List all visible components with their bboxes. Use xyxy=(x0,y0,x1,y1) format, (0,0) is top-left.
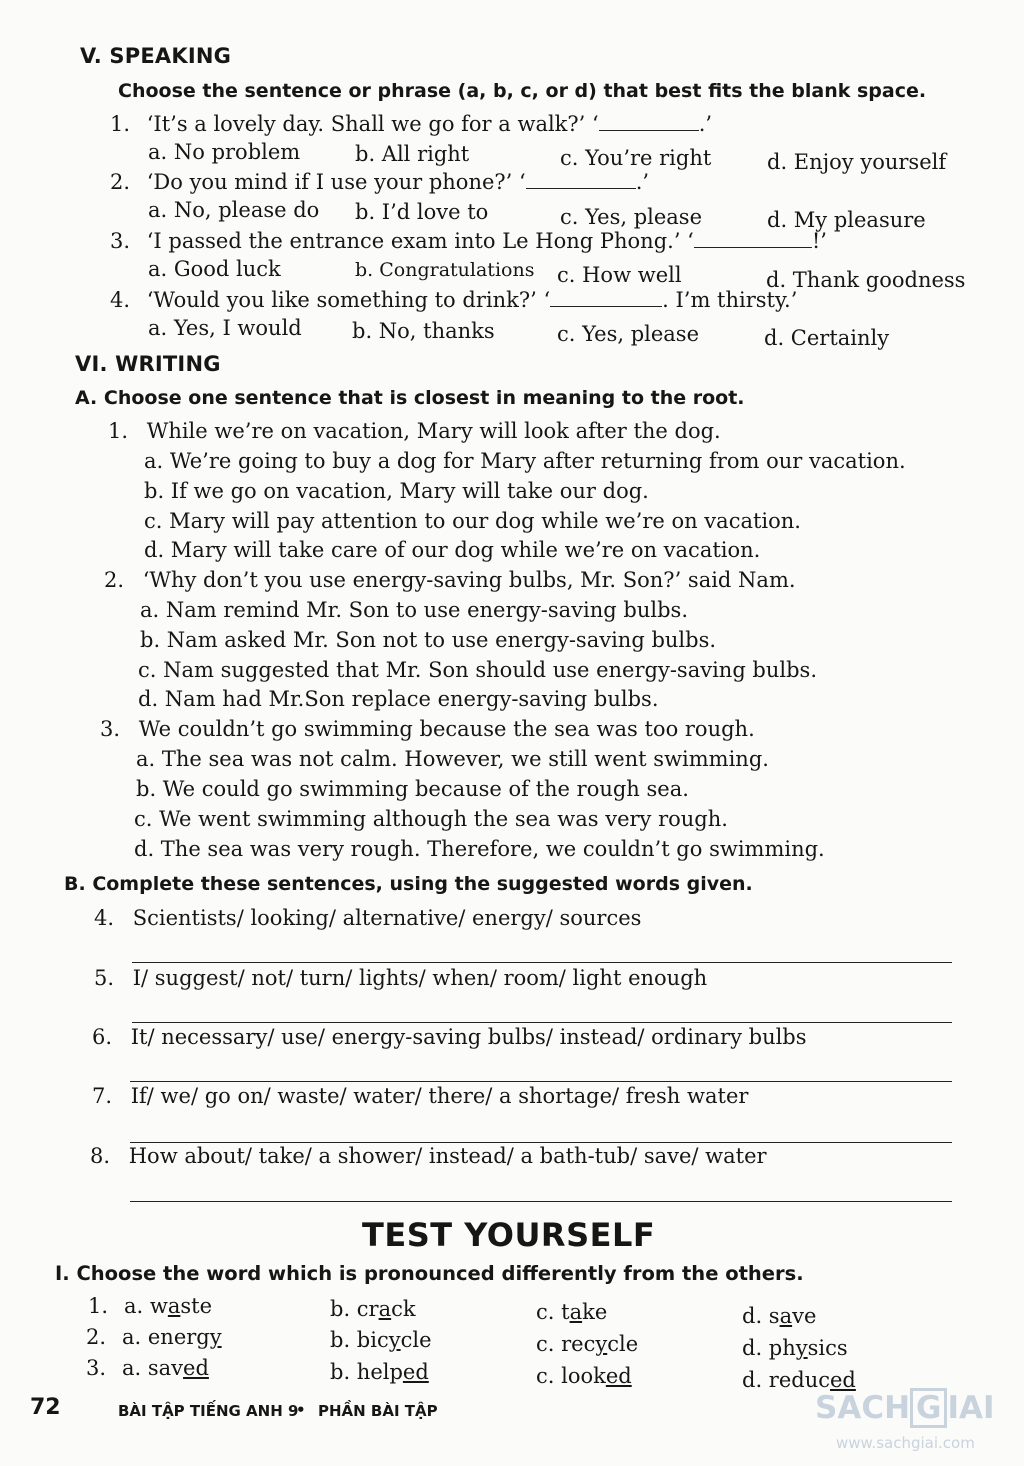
answer-blank[interactable] xyxy=(526,170,636,189)
pron-row-1-option-b[interactable]: b. crack xyxy=(330,1297,416,1321)
speaking-q2: 2. ‘Do you mind if I use your phone?’ ‘ .’ xyxy=(110,170,650,194)
speaking-q1: 1. ‘It’s a lovely day. Shall we go for a walk?’ ‘ .’ xyxy=(110,112,713,136)
pron-row-3-option-d[interactable]: d. reduced xyxy=(742,1368,856,1392)
writing-a-instruction: A. Choose one sentence that is closest in meaning to the root. xyxy=(75,387,745,409)
speaking-q1-option-c[interactable]: c. You’re right xyxy=(560,146,712,170)
writing-a-q3-option-b[interactable]: b. We could go swimming because of the rough sea. xyxy=(136,777,689,801)
pron-row-1-num: 1. xyxy=(88,1294,109,1318)
writing-a-q2-stem: 2. ‘Why don’t you use energy-saving bulbs, Mr. Son?’ said Nam. xyxy=(104,568,796,592)
answer-line[interactable] xyxy=(130,1142,952,1143)
writing-a-q3-option-a[interactable]: a. The sea was not calm. However, we still went swimming. xyxy=(136,747,769,771)
writing-b-item-5: 5. I/ suggest/ not/ turn/ lights/ when/ room/ light enough xyxy=(94,966,708,990)
answer-blank[interactable] xyxy=(694,229,812,248)
writing-b-item-7: 7. If/ we/ go on/ waste/ water/ there/ a shortage/ fresh water xyxy=(92,1084,749,1108)
writing-a-q2-option-d[interactable]: d. Nam had Mr.Son replace energy-saving bulbs. xyxy=(138,687,659,711)
pron-row-3-option-a[interactable]: a. saved xyxy=(122,1356,209,1380)
speaking-q3-option-b[interactable]: b. Congratulations xyxy=(355,259,535,281)
writing-a-q1-option-d[interactable]: d. Mary will take care of our dog while we’re on vacation. xyxy=(144,538,761,562)
pron-row-1-option-d[interactable]: d. save xyxy=(742,1304,817,1328)
pron-row-3-num: 3. xyxy=(86,1356,107,1380)
pron-row-2-option-a[interactable]: a. energy xyxy=(122,1325,222,1349)
speaking-q4-option-c[interactable]: c. Yes, please xyxy=(557,322,700,346)
speaking-q2-option-a[interactable]: a. No, please do xyxy=(148,198,320,222)
pron-row-2-num: 2. xyxy=(86,1325,107,1349)
speaking-q3-option-a[interactable]: a. Good luck xyxy=(148,257,281,281)
writing-a-q3-option-c[interactable]: c. We went swimming although the sea was very rough. xyxy=(134,807,728,831)
speaking-q4-option-b[interactable]: b. No, thanks xyxy=(352,319,495,343)
footer-book-title: BÀI TẬP TIẾNG ANH 9 xyxy=(118,1402,299,1420)
test-instruction: I. Choose the word which is pronounced differently from the others. xyxy=(55,1262,804,1285)
pron-row-2-option-c[interactable]: c. recycle xyxy=(536,1332,639,1356)
writing-b-item-8: 8. How about/ take/ a shower/ instead/ a bath-tub/ save/ water xyxy=(90,1144,767,1168)
speaking-q3-option-d[interactable]: d. Thank goodness xyxy=(766,268,966,292)
speaking-q2-option-c[interactable]: c. Yes, please xyxy=(560,205,703,229)
answer-line[interactable] xyxy=(130,1081,952,1082)
writing-a-q1-option-c[interactable]: c. Mary will pay attention to our dog while we’re on vacation. xyxy=(144,509,801,533)
writing-a-q1-option-b[interactable]: b. If we go on vacation, Mary will take our dog. xyxy=(144,479,649,503)
pron-row-3-option-c[interactable]: c. looked xyxy=(536,1364,632,1388)
speaking-q4-option-d[interactable]: d. Certainly xyxy=(764,326,890,350)
speaking-q3: 3. ‘I passed the entrance exam into Le Hong Phong.’ ‘ !’ xyxy=(110,229,827,253)
speaking-q2-option-d[interactable]: d. My pleasure xyxy=(767,208,926,232)
writing-a-q2-option-c[interactable]: c. Nam suggested that Mr. Son should use energy-saving bulbs. xyxy=(138,658,818,682)
answer-line[interactable] xyxy=(132,1022,952,1023)
page-number: 72 xyxy=(30,1395,61,1420)
writing-a-q1-stem: 1. While we’re on vacation, Mary will look after the dog. xyxy=(108,419,721,443)
speaking-q3-option-c[interactable]: c. How well xyxy=(557,263,682,287)
test-yourself-title: TEST YOURSELF xyxy=(362,1216,656,1254)
writing-a-q3-stem: 3. We couldn’t go swimming because the sea was too rough. xyxy=(100,717,755,741)
speaking-q1-option-d[interactable]: d. Enjoy yourself xyxy=(767,150,947,174)
pron-row-2-option-d[interactable]: d. physics xyxy=(742,1336,848,1360)
writing-heading: VI. WRITING xyxy=(75,352,221,376)
watermark-url: www.sachgiai.com xyxy=(836,1434,975,1452)
speaking-q2-option-b[interactable]: b. I’d love to xyxy=(355,200,489,224)
speaking-heading: V. SPEAKING xyxy=(80,44,232,68)
answer-blank[interactable] xyxy=(599,112,699,131)
speaking-q4-option-a[interactable]: a. Yes, I would xyxy=(148,316,302,340)
writing-a-q1-option-a[interactable]: a. We’re going to buy a dog for Mary after returning from our vacation. xyxy=(144,449,906,473)
speaking-q1-option-b[interactable]: b. All right xyxy=(355,142,470,166)
writing-a-q3-option-d[interactable]: d. The sea was very rough. Therefore, we couldn’t go swimming. xyxy=(134,837,825,861)
writing-b-item-6: 6. It/ necessary/ use/ energy-saving bulbs/ instead/ ordinary bulbs xyxy=(92,1025,807,1049)
writing-b-item-4: 4. Scientists/ looking/ alternative/ energy/ sources xyxy=(94,906,642,930)
answer-line[interactable] xyxy=(130,1201,952,1202)
pron-row-2-option-b[interactable]: b. bicycle xyxy=(330,1328,432,1352)
footer-bullet: • xyxy=(296,1401,306,1419)
speaking-q1-option-a[interactable]: a. No problem xyxy=(148,140,301,164)
writing-a-q2-option-b[interactable]: b. Nam asked Mr. Son not to use energy-saving bulbs. xyxy=(140,628,717,652)
watermark-logo: SACH G IAI xyxy=(815,1390,995,1426)
speaking-q4: 4. ‘Would you like something to drink?’ ‘ . I’m thirsty.’ xyxy=(110,288,798,312)
answer-blank[interactable] xyxy=(550,288,662,307)
footer-section: PHẦN BÀI TẬP xyxy=(318,1402,438,1420)
pron-row-1-option-a[interactable]: a. waste xyxy=(124,1294,213,1318)
pron-row-3-option-b[interactable]: b. helped xyxy=(330,1360,429,1384)
writing-a-q2-option-a[interactable]: a. Nam remind Mr. Son to use energy-saving bulbs. xyxy=(140,598,688,622)
pron-row-1-option-c[interactable]: c. take xyxy=(536,1300,608,1324)
writing-b-instruction: B. Complete these sentences, using the suggested words given. xyxy=(64,873,753,895)
answer-line[interactable] xyxy=(132,962,952,963)
speaking-instruction: Choose the sentence or phrase (a, b, c, or d) that best fits the blank space. xyxy=(118,80,927,102)
